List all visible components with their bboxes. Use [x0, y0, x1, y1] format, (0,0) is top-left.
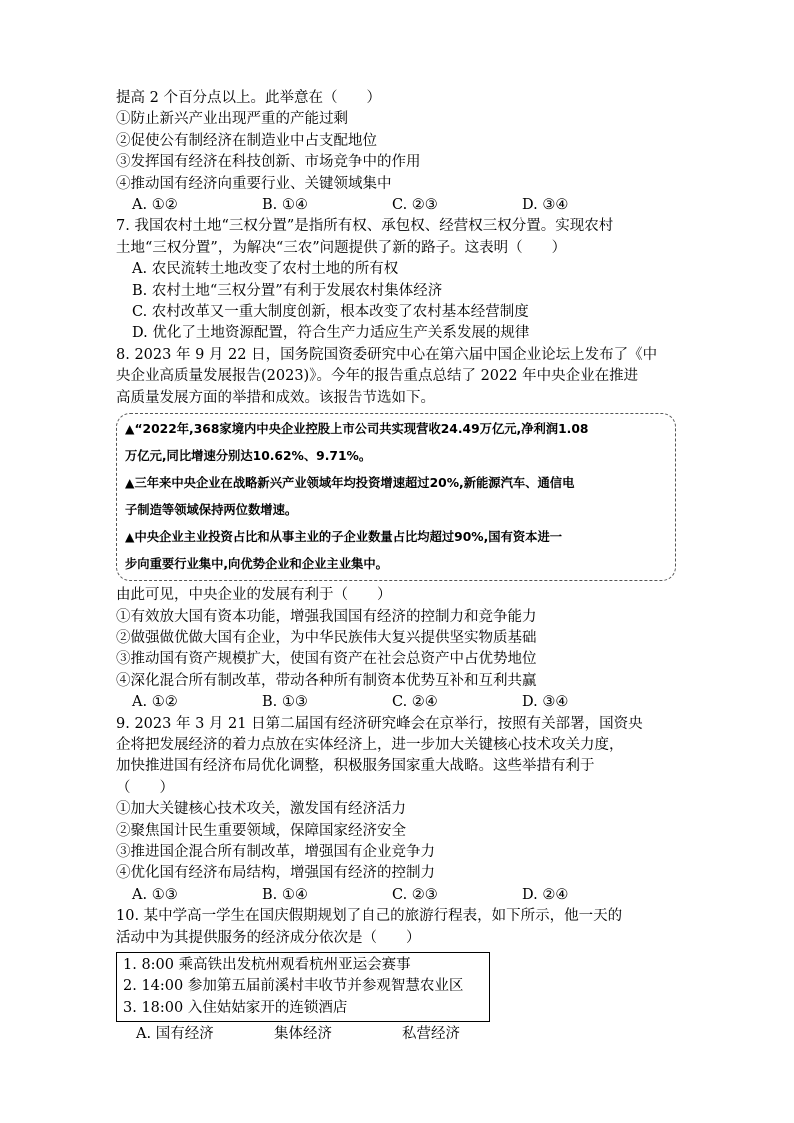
- q8-report-excerpt-box: [116, 413, 676, 581]
- q8-option-b[interactable]: B. ①③: [262, 694, 308, 711]
- q6-item-4: ④推动国有经济向重要行业、关键领域集中: [116, 175, 392, 192]
- q8-options: [116, 692, 676, 713]
- q10-option-a-part-1: A. 国有经济: [136, 1026, 214, 1043]
- q8-item-2: ②做强做优做大国有企业，为中华民族伟大复兴提供坚实物质基础: [116, 629, 537, 646]
- q10-stem-line-2: 活动中为其提供服务的经济成分依次是（ ）: [116, 929, 421, 946]
- q9-option-a[interactable]: A. ①③: [132, 886, 178, 903]
- q9-item-2: ②聚焦国计民生重要领域，保障国家经济安全: [116, 822, 406, 839]
- q6-option-c[interactable]: C. ②③: [392, 197, 438, 214]
- q10-schedule-box: [116, 952, 490, 1022]
- q9-option-b[interactable]: B. ①④: [262, 886, 308, 903]
- q6-option-a[interactable]: A. ①②: [132, 197, 178, 214]
- q6-option-b[interactable]: B. ①④: [262, 197, 308, 214]
- q6-options: [116, 195, 676, 216]
- q9-stem-line-1: 9. 2023 年 3 月 21 日第二届国有经济研究峰会在京举行，按照有关部署，国资央: [116, 715, 643, 732]
- q7-option-b[interactable]: B. 农村土地“三权分置”有利于发展农村集体经济: [132, 282, 443, 299]
- q7-option-c[interactable]: C. 农村改革又一重大制度创新，根本改变了农村基本经营制度: [132, 304, 529, 321]
- q8-box-line-6: 步向重要行业集中,向优势企业和企业主业集中。: [125, 557, 388, 572]
- q9-item-4: ④优化国有经济布局结构，增强国有经济的控制力: [116, 865, 435, 882]
- q8-item-1: ①有效放大国有资本功能，增强我国国有经济的控制力和竞争能力: [116, 608, 537, 625]
- q6-option-d[interactable]: D. ③④: [522, 197, 569, 214]
- q9-options: [116, 885, 676, 906]
- q8-question: 由此可见，中央企业的发展有利于（ ）: [116, 587, 392, 604]
- q8-box-line-3: ▲三年来中央企业在战略新兴产业领域年均投资增速超过20%,新能源汽车、通信电: [125, 476, 575, 491]
- q9-item-3: ③推进国企混合所有制改革，增强国有企业竞争力: [116, 843, 435, 860]
- q8-box-line-5: ▲中央企业主业投资占比和从事主业的子企业数量占比均超过90%,国有资本进一: [125, 530, 563, 545]
- q9-item-1: ①加大关键核心技术攻关，激发国有经济活力: [116, 801, 406, 818]
- q7-stem-line-2: 土地“三权分置”，为解决“三农”问题提供了新的路子。这表明（ ）: [116, 239, 567, 256]
- q8-box-line-4: 子制造等领域保持两位数增速。: [125, 503, 298, 518]
- q9-option-d[interactable]: D. ②④: [522, 886, 569, 903]
- q9-stem-line-3: 加快推进国有经济布局优化调整，积极服务国家重大战略。这些举措有利于: [116, 758, 595, 775]
- q8-option-d[interactable]: D. ③④: [522, 694, 569, 711]
- exam-page: [116, 88, 676, 1046]
- q8-box-line-2: 万亿元,同比增速分别达10.62%、9.71%。: [125, 449, 372, 464]
- q10-schedule-item-3: 3. 18:00 入住姑姑家开的连锁酒店: [123, 999, 348, 1016]
- q7-option-d[interactable]: D. 优化了土地资源配置，符合生产力适应生产关系发展的规律: [132, 325, 530, 342]
- q8-option-a[interactable]: A. ①②: [132, 694, 178, 711]
- q9-stem-line-2: 企将把发展经济的着力点放在实体经济上，进一步加大关键核心技术攻关力度，: [116, 736, 624, 753]
- q10-option-a[interactable]: [116, 1024, 676, 1045]
- q6-item-1: ①防止新兴产业出现严重的产能过剩: [116, 111, 348, 128]
- q8-item-4: ④深化混合所有制改革，带动各种所有制资本优势互补和互利共赢: [116, 672, 537, 689]
- q9-stem-line-4: （ ）: [116, 779, 174, 796]
- q10-schedule-item-2: 2. 14:00 参加第五届前溪村丰收节并参观智慧农业区: [123, 978, 464, 995]
- q10-option-a-part-2: 集体经济: [274, 1026, 332, 1043]
- q6-stem-tail: 提高 2 个百分点以上。此举意在（ ）: [116, 90, 381, 106]
- q6-item-2: ②促使公有制经济在制造业中占支配地位: [116, 132, 377, 149]
- q10-schedule-item-1: 1. 8:00 乘高铁出发杭州观看杭州亚运会赛事: [123, 957, 411, 973]
- q10-stem-line-1: 10. 某中学高一学生在国庆假期规划了自己的旅游行程表，如下所示，他一天的: [116, 908, 623, 925]
- q7-stem-line-1: 7. 我国农村土地“三权分置”是指所有权、承包权、经营权三权分置。实现农村: [116, 218, 614, 235]
- q8-box-line-1: ▲“2022年,368家境内中央企业控股上市公司共实现营收24.49万亿元,净利润1.08: [125, 422, 589, 437]
- q8-stem-line-2: 央企业高质量发展报告(2023)》。今年的报告重点总结了 2022 年中央企业在推进: [116, 368, 639, 385]
- q10-option-a-part-3: 私营经济: [402, 1026, 460, 1043]
- q9-option-c[interactable]: C. ②③: [392, 886, 438, 903]
- q6-item-3: ③发挥国有经济在科技创新、市场竞争中的作用: [116, 154, 421, 171]
- q8-option-c[interactable]: C. ②④: [392, 694, 438, 711]
- q8-item-3: ③推动国有资产规模扩大，使国有资产在社会总资产中占优势地位: [116, 651, 537, 668]
- q8-stem-line-3: 高质量发展方面的举措和成效。该报告节选如下。: [116, 389, 435, 406]
- q7-option-a[interactable]: A. 农民流转土地改变了农村土地的所有权: [132, 261, 399, 278]
- q8-stem-line-1: 8. 2023 年 9 月 22 日，国务院国资委研究中心在第六届中国企业论坛上发布了《中: [116, 346, 658, 363]
